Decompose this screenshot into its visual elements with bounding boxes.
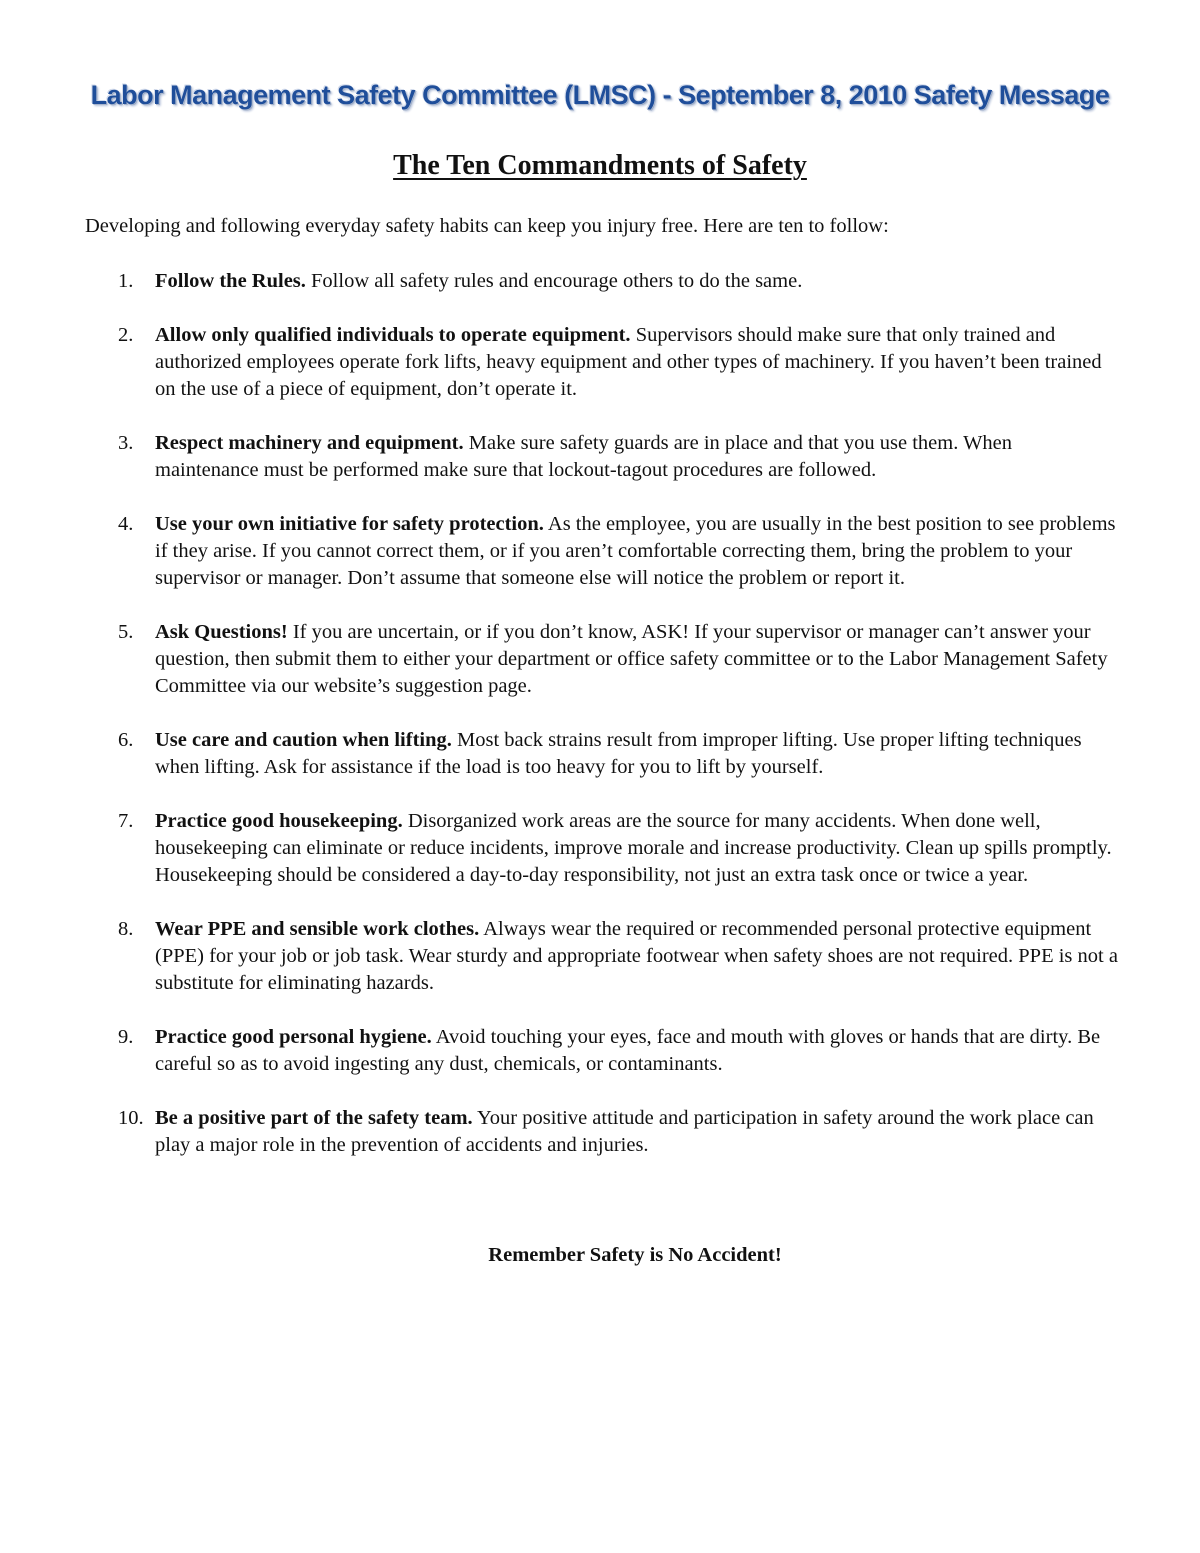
item-number: 7.: [118, 810, 134, 832]
page-title: The Ten Commandments of Safety: [393, 150, 807, 181]
item-text: Supervisors should make sure that only trained and authorized employees operate fork lifts, heavy equipment and other types of machinery. If you haven’t been trained on the use of a piece of equipment, don’t operate it.: [155, 324, 1102, 400]
list-item: [0, 268, 1200, 295]
banner-heading: Labor Management Safety Committee (LMSC) - September 8, 2010 Safety Message: [90, 80, 1110, 110]
list-item: [0, 619, 1200, 700]
item-lead: Allow only qualified individuals to operate equipment.: [155, 324, 631, 346]
list-item: [0, 916, 1200, 997]
item-text: Make sure safety guards are in place and that you use them. When maintenance must be performed make sure that lockout-tagout procedures are followed.: [155, 432, 1013, 481]
item-number: 3.: [118, 432, 134, 454]
item-text: Always wear the required or recommended personal protective equipment (PPE) for your job or job task. Wear sturdy and appropriate footwear when safety shoes are not required. PPE is not a substitute for eliminating hazards.: [155, 918, 1118, 994]
item-number: 2.: [118, 324, 134, 346]
item-lead: Ask Questions!: [155, 621, 288, 643]
item-number: 4.: [118, 513, 134, 535]
item-text: Your positive attitude and participation in safety around the work place can play a major role in the prevention of accidents and injuries.: [155, 1107, 1094, 1156]
item-number: 1.: [118, 270, 134, 292]
item-number: 6.: [118, 729, 134, 751]
item-lead: Practice good housekeeping.: [155, 810, 403, 832]
item-text: Avoid touching your eyes, face and mouth with gloves or hands that are dirty. Be careful so as to avoid ingesting any dust, chemicals, or contaminants.: [155, 1026, 1101, 1075]
item-lead: Use your own initiative for safety protection.: [155, 513, 544, 535]
item-lead: Follow the Rules.: [155, 270, 306, 292]
item-text: Disorganized work areas are the source for many accidents. When done well, housekeeping can eliminate or reduce incidents, improve morale and increase productivity. Clean up spills promptly. Housekeeping should be considered a day-to-day responsibility, not just an extra task once or twice a year.: [155, 810, 1112, 886]
item-number: 8.: [118, 918, 134, 940]
list-item: [0, 322, 1200, 403]
item-number: 10.: [118, 1107, 144, 1129]
list-item: [0, 808, 1200, 889]
list-item: [0, 511, 1200, 592]
commandments-list: [0, 268, 1200, 1186]
item-text: Follow all safety rules and encourage others to do the same.: [305, 270, 803, 292]
item-number: 9.: [118, 1026, 134, 1048]
item-lead: Be a positive part of the safety team.: [155, 1107, 473, 1129]
list-item: [0, 430, 1200, 484]
item-lead: Use care and caution when lifting.: [155, 729, 452, 751]
closing-statement: Remember Safety is No Accident!: [488, 1244, 782, 1266]
item-lead: Respect machinery and equipment.: [155, 432, 464, 454]
item-text: As the employee, you are usually in the best position to see problems if they arise. If you cannot correct them, or if you aren’t comfortable correcting them, bring the problem to your supervisor or manager. Don’t assume that someone else will notice the problem or report it.: [155, 513, 1116, 589]
item-text: Most back strains result from improper lifting. Use proper lifting techniques when lifting. Ask for assistance if the load is too heavy for you to lift by yourself.: [155, 729, 1082, 778]
intro-paragraph: Developing and following everyday safety habits can keep you injury free. Here are ten to follow:: [85, 215, 889, 237]
item-text: If you are uncertain, or if you don’t know, ASK! If your supervisor or manager can’t answer your question, then submit them to either your department or office safety committee or to the Labor Management Safety Committee via our website’s suggestion page.: [155, 621, 1108, 697]
item-lead: Practice good personal hygiene.: [155, 1026, 432, 1048]
item-number: 5.: [118, 621, 134, 643]
list-item: [0, 727, 1200, 781]
list-item: [0, 1105, 1200, 1159]
item-lead: Wear PPE and sensible work clothes.: [155, 918, 480, 940]
list-item: [0, 1024, 1200, 1078]
